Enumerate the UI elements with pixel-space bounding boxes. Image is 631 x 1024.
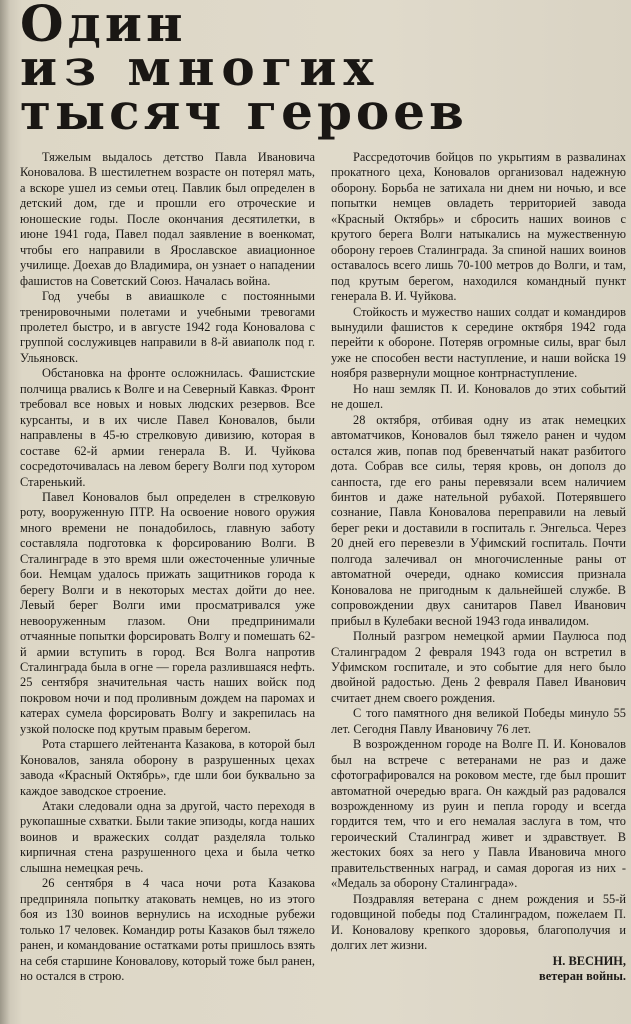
headline-line-1: Один (20, 0, 187, 53)
paragraph: Поздравляя ветерана с днем рождения и 55-й годовщиной победы под Сталинградом, пожелаем П. И. Коновалову крепкого здоровья, благополучия и долгих лет жизни. (331, 891, 626, 953)
signature-title: ветеран войны. (539, 969, 626, 984)
paragraph: 28 октября, отбивая одну из атак немецких автоматчиков, Коновалов был тяжело ранен и чудом остался жив, попав под бревенчатый накат разбитого дота. Собрав все силы, теряя кровь, он дополз до санпоста, где его раны перевязали всем наличием бинтов и даже нательной рубахой. Потерявшего сознание, Павла Коновалова переправили на левый берег реки и доставили в госпиталь г. Энгельса. Через 20 дней его перевезли в Уфимский госпиталь. Почти полгода залечивал он многочисленные раны от автоматной очереди, однако комиссия признала Коновалова не пригодным к дальнейшей службе. В сопровождении двух санитаров Павел Иванович прибыл в Кулебаки весной 1943 года инвалидом. (331, 412, 626, 628)
paragraph: Обстановка на фронте осложнилась. Фашистские полчища рвались к Волге и на Северный Кавказ. Фронт требовал все новых и новых людских резервов. Все курсанты, и в их числе Павел Коновалов, были направлены в 45-ю стрелковую дивизию, которая в составе 62-й армии генерала В. И. Чуйкова сосредоточивалась на левом берегу Волги под хутором Старенький. (20, 366, 315, 489)
paragraph: Стойкость и мужество наших солдат и командиров вынудили фашистов к середине октября 1942 года перейти к обороне. Потеряв огромные силы, враг был уже не способен вести наступление, и наши войска 19 ноября развернули мощное контрнаступление. (331, 304, 626, 381)
signature-name: Н. ВЕСНИН, (552, 953, 626, 968)
paragraph: Год учебы в авиашколе с постоянными тренировочными полетами и учебными тревогами пролетел быстро, и в августе 1942 года Коновалова с группой сослуживцев направили в 8-й авиаполк под г. Ульяновск. (20, 289, 315, 365)
paragraph: Рассредоточив бойцов по укрытиям в развалинах прокатного цеха, Коновалов организовал надежную оборону. Борьба не затихала ни днем ни ночью, и все попытки немцев овладеть территорией завода «Красный Октябрь» и сбросить наших воинов с крутого берега Волги натыкались на мужественную оборону героев Сталинграда. За спиной наших воинов оставалось всего лишь 70-100 метров до Волги, и там, под крутым берегом, находился командный пункт генерала В. И. Чуйкова. (331, 150, 626, 304)
paragraph: Рота старшего лейтенанта Казакова, в которой был Коновалов, заняла оборону в разрушенных цехах завода «Красный Октябрь», где шли бои буквально за каждое заводское строение. (20, 737, 315, 798)
headline-line-2: из многих (20, 38, 381, 97)
paragraph: В возрожденном городе на Волге П. И. Коновалов был на встрече с ветеранами не раз и даже сфотографировался на роковом месте, где был прошит автоматной очередью врага. Он каждый раз радовался возрожденному из руин и пепла городу и всегда гордится тем, что и его немалая заслуга в том, что героический Сталинград живет и здравствует. В жестоких боях за него у Павла Ивановича много правительственных наград, и самая дорогая из них - «Медаль за оборону Сталинграда». (331, 737, 626, 891)
paragraph: Тяжелым выдалось детство Павла Ивановича Коновалова. В шестилетнем возрасте он потерял мать, а вскоре ушел из семьи отец. Павлик был определен в детский дом, где и прошли его отроческие и юношеские годы. После окончания десятилетки, в июне 1941 года, Павел подал заявление в военкомат, чтобы его направили в Ярославское авиационное училище. Доехав до Владимира, он узнает о нападении фашистов на Советский Союз. Началась война. (20, 150, 315, 288)
column-right (331, 150, 626, 1020)
paragraph: С того памятного дня великой Победы минуло 55 лет. Сегодня Павлу Ивановичу 76 лет. (331, 706, 626, 736)
paragraph: Атаки следовали одна за другой, часто переходя в рукопашные схватки. Были такие эпизоды, когда наших воинов и вражеских солдат разделяла только кирпичная стена разрушенного цеха и была четко слышна немецкая речь. (20, 799, 315, 875)
paragraph: 26 сентября в 4 часа ночи рота Казакова предприняла попытку атаковать немцев, но из этого боя из 130 воинов вернулись на исходные рубежи только 17 человек. Командир роты Казаков был тяжело ранен, и командование остатками роты пришлось взять на себя старшине Коновалову, который тоже был ранен, но остался в строю. (20, 876, 315, 984)
paragraph: Павел Коновалов был определен в стрелковую роту, вооруженную ПТР. На освоение нового оружия много времени не понадобилось, главную заботу составляла подготовка к форсированию Волги. В Сталинграде в это время шли ожесточенные уличные бои. Немцам удалось прижать защитников города к берегу Волги и в некоторых местах дойти до нее. Левый берег Волги ими просматривался уже невооруженным глазом. Они предпринимали отчаянные попытки форсировать Волгу и помешать 62-й армии вступить в город. Вся Волга напротив Сталинграда была в огне — горела разлившаяся нефть. 25 сентября значительная часть наших войск под покровом ночи и под проливным дождем на паромах и катерах сумела форсировать Волгу и закрепилась на узкой полоске под крутым правым берегом. (20, 489, 315, 736)
article-body (20, 150, 626, 1020)
paragraph: Но наш земляк П. И. Коновалов до этих событий не дошел. (331, 381, 626, 412)
paragraph: Полный разгром немецкой армии Паулюса под Сталинградом 2 февраля 1943 года он встретил в Уфимском госпитале, и это событие для него было двойной радостью. День 2 февраля Павел Иванович считает днем своего рождения. (331, 629, 626, 705)
column-left (20, 150, 315, 1020)
headline-line-3: тысяч героев (20, 82, 468, 141)
headline (20, 0, 540, 141)
